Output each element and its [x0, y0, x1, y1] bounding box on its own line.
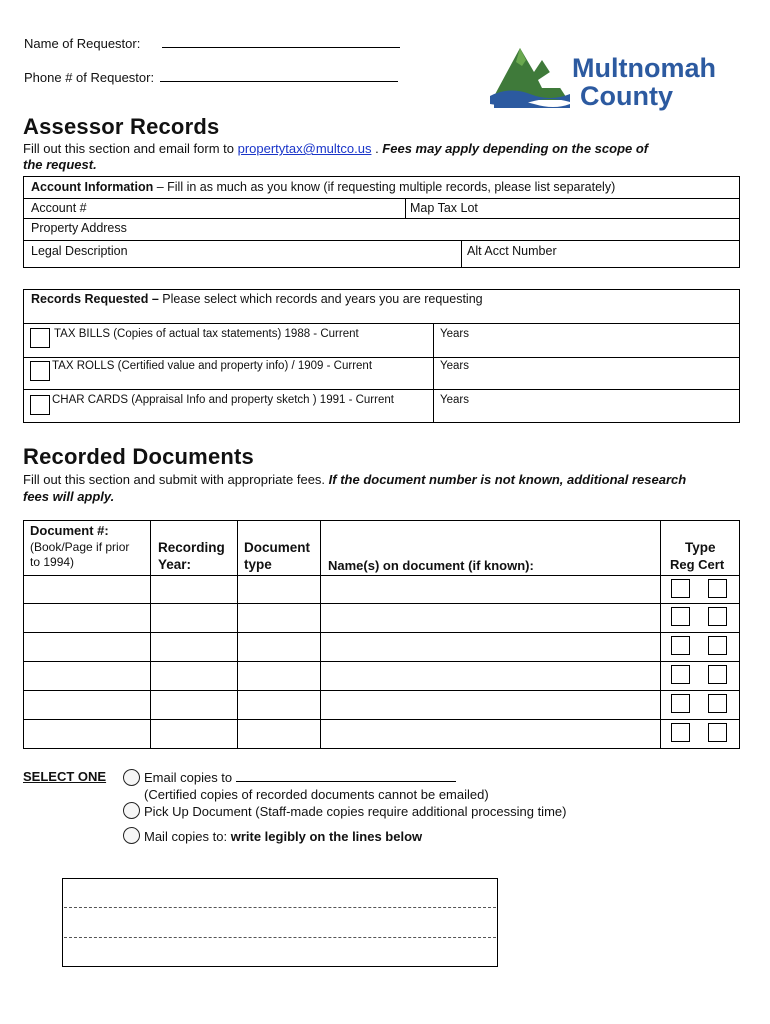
recorded-intro: Fill out this section and submit with appropriate fees. If the document number is not known, additional research fees will apply.: [23, 472, 687, 504]
account-number-field[interactable]: Account #: [31, 201, 87, 215]
pickup-option-label: Pick Up Document (Staff-made copies require additional processing time): [144, 804, 567, 819]
row2-reg-checkbox[interactable]: [671, 607, 690, 626]
row3-cert-checkbox[interactable]: [708, 636, 727, 655]
assessor-intro: [23, 141, 723, 173]
tax-rolls-label: TAX ROLLS (Certified value and property info) / 1909 - Current: [52, 360, 373, 372]
tax-rolls-checkbox[interactable]: [30, 361, 50, 381]
logo-text-multnomah: Multnomah: [572, 53, 716, 83]
col-type: Type: [685, 540, 716, 555]
email-copies-radio[interactable]: [123, 769, 140, 786]
char-cards-years[interactable]: Years: [440, 394, 469, 406]
assessor-intro-after: .: [371, 141, 383, 156]
col-document-number: Document #:: [30, 523, 109, 538]
research-fee-note: If the document number is not known, additional research: [328, 472, 687, 487]
mail-copies-option: [144, 829, 422, 844]
pickup-radio[interactable]: [123, 802, 140, 819]
row5-cert-checkbox[interactable]: [708, 694, 727, 713]
email-link[interactable]: propertytax@multco.us: [237, 141, 372, 156]
mail-copies-label: Mail copies to:: [144, 829, 228, 844]
recorded-documents-table: [23, 520, 740, 749]
tax-rolls-years[interactable]: Years: [440, 360, 469, 372]
mountain-logo-icon: [490, 42, 572, 110]
row5-reg-checkbox[interactable]: [671, 694, 690, 713]
email-copies-note: (Certified copies of recorded documents cannot be emailed): [144, 787, 489, 802]
map-tax-lot-field[interactable]: Map Tax Lot: [410, 201, 478, 215]
requestor-name-field[interactable]: [162, 35, 400, 48]
multnomah-county-logo: [490, 42, 715, 114]
assessor-intro-text: Fill out this section and email form to: [23, 141, 238, 156]
requestor-name-label: Name of Requestor:: [24, 36, 141, 51]
col-document-hint-2: to 1994): [30, 555, 75, 569]
row4-reg-checkbox[interactable]: [671, 665, 690, 684]
row1-cert-checkbox[interactable]: [708, 579, 727, 598]
account-info-header: Account Information – Fill in as much as you know (if requesting multiple records, please list separately): [31, 180, 616, 194]
col-type-regcert: Reg Cert: [670, 557, 725, 572]
mailing-address-box[interactable]: [62, 878, 498, 967]
col-document-type: Document: [244, 540, 311, 555]
mailing-address-line-2: [64, 937, 496, 938]
row2-cert-checkbox[interactable]: [708, 607, 727, 626]
col-document-hint: (Book/Page if prior: [30, 540, 130, 554]
fees-note-cont: the request.: [23, 157, 97, 172]
email-copies-option: [144, 769, 456, 785]
legal-description-field[interactable]: Legal Description: [31, 244, 128, 258]
col-recording-year: Recording: [158, 540, 225, 555]
assessor-records-title: Assessor Records: [23, 114, 220, 139]
mailing-address-line-1: [64, 907, 496, 908]
char-cards-checkbox[interactable]: [30, 395, 50, 415]
col-recording-year-2: Year:: [158, 557, 192, 572]
row1-reg-checkbox[interactable]: [671, 579, 690, 598]
row4-cert-checkbox[interactable]: [708, 665, 727, 684]
logo-text-county: County: [580, 81, 673, 111]
mail-copies-note: write legibly on the lines below: [230, 829, 423, 844]
row3-reg-checkbox[interactable]: [671, 636, 690, 655]
email-copies-field[interactable]: [236, 769, 456, 782]
requestor-name-row: [24, 35, 400, 51]
select-one-label: SELECT ONE: [23, 769, 107, 784]
account-info-hint: Fill in as much as you know (if requesting multiple records, please list separately): [167, 180, 616, 194]
fees-note: Fees may apply depending on the scope of: [382, 141, 649, 156]
account-info-label: Account Information: [31, 180, 154, 194]
alt-acct-number-field[interactable]: Alt Acct Number: [467, 244, 557, 258]
tax-bills-checkbox[interactable]: [30, 328, 50, 348]
row6-cert-checkbox[interactable]: [708, 723, 727, 742]
tax-bills-label: TAX BILLS (Copies of actual tax statements) 1988 - Current: [54, 328, 359, 340]
requestor-phone-field[interactable]: [160, 69, 398, 82]
email-copies-label: Email copies to: [144, 770, 233, 785]
tax-bills-years[interactable]: Years: [440, 328, 469, 340]
col-names: Name(s) on document (if known):: [328, 558, 534, 573]
mail-copies-radio[interactable]: [123, 827, 140, 844]
col-document-type-2: type: [244, 557, 272, 572]
requestor-phone-label: Phone # of Requestor:: [24, 70, 155, 85]
requestor-phone-row: [24, 69, 398, 85]
records-requested-header: Records Requested – Please select which records and years you are requesting: [31, 292, 483, 306]
recorded-documents-title: Recorded Documents: [23, 444, 254, 469]
char-cards-label: CHAR CARDS (Appraisal Info and property sketch ) 1991 - Current: [52, 394, 394, 406]
property-address-field[interactable]: Property Address: [31, 221, 127, 235]
row6-reg-checkbox[interactable]: [671, 723, 690, 742]
